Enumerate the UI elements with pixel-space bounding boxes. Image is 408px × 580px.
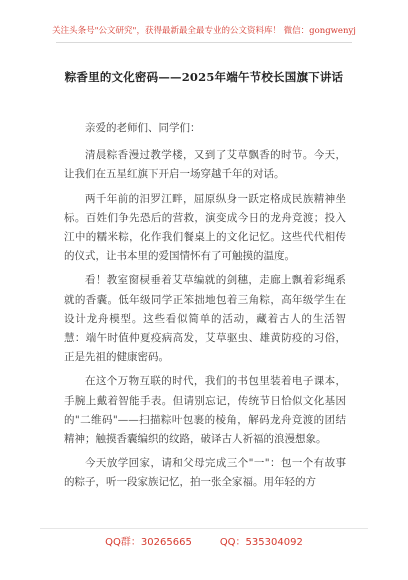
salutation: 亲爱的老师们、同学们： (85, 122, 201, 134)
body-paragraph: 今天放学回家，请和父母完成三个"一"：包一个有故事的粽子，听一段家族记忆，拍一张全家福。用年轻的方 (64, 457, 346, 489)
document-title: 粽香里的文化密码——2025年端午节校长国旗下讲话 (64, 70, 344, 84)
promo-header: 关注头条号"公文研究"，获得最新最全最专业的公文资料库！ 微信：gongwenyj (52, 26, 356, 36)
qq-group-number: QQ群：30265665 (105, 537, 192, 548)
body-paragraph: 看！教室窗棂垂着艾草编就的剑穗，走廊上飘着彩绳系就的香囊。低年级同学正笨拙地包着三角粽，高年级学生在设计龙舟模型。这些看似简单的活动，藏着古人的生活智慧：端午时值仲夏疫病高发，艾草驱虫、雄黄防疫的习俗，正是先祖的健康密码。 (64, 274, 346, 364)
body-paragraph: 清晨粽香漫过教学楼，又到了艾草飘香的时节。今天，让我们在五星红旗下开启一场穿越千年的对话。 (64, 149, 346, 181)
document-body (64, 119, 346, 498)
qq-number: QQ：535304092 (219, 537, 303, 548)
body-paragraph: 在这个万物互联的时代，我们的书包里装着电子课本，手腕上戴着智能手表。但请别忘记，传统节日恰似文化基因的"二维码"——扫描粽叶包裹的棱角，解码龙舟竞渡的团结精神；触摸香囊编织的纹路，破译古人祈福的浪漫想象。 (64, 375, 346, 446)
header-divider (56, 42, 352, 43)
footer-divider (40, 528, 368, 529)
contact-footer (0, 533, 408, 548)
body-paragraph: 两千年前的汨罗江畔，屈原纵身一跃定格成民族精神坐标。百姓们争先恐后的营救，演变成今日的龙舟竞渡；投入江中的糯米粽，化作我们餐桌上的文化记忆。这些代代相传的仪式，让书本里的爱国情怀有了可触摸的温度。 (64, 192, 346, 263)
